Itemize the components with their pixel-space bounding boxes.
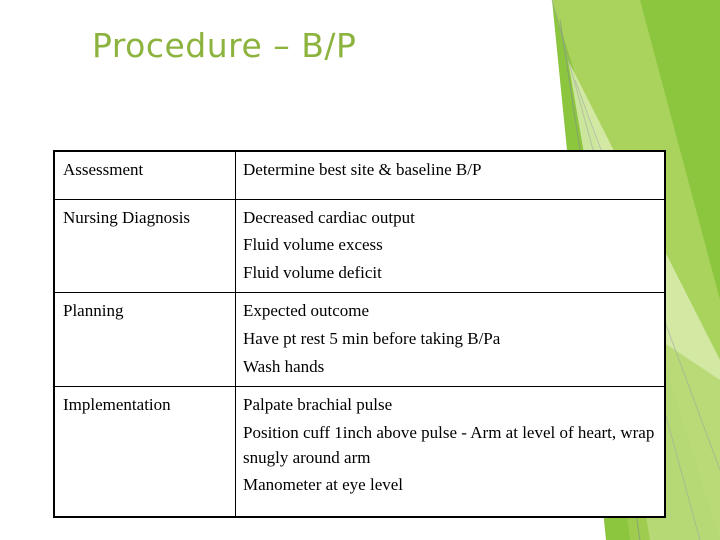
content-line: Fluid volume excess — [243, 235, 383, 255]
content-line: Position cuff 1inch above pulse - Arm at level of heart, wrap snugly around arm — [243, 422, 655, 467]
content-line: Palpate brachial pulse — [243, 395, 393, 415]
row-label: Implementation — [54, 387, 236, 517]
row-content — [236, 199, 666, 293]
content-line: Manometer at eye level — [243, 475, 404, 495]
row-label: Nursing Diagnosis — [54, 199, 236, 293]
content-line: Decreased cardiac output — [243, 207, 415, 227]
table-row — [54, 293, 665, 387]
table-row — [54, 387, 665, 517]
row-content — [236, 387, 666, 517]
content-line: Wash hands — [243, 356, 325, 376]
content-line: Fluid volume deficit — [243, 262, 382, 282]
procedure-table — [53, 150, 666, 518]
content-line: Have pt rest 5 min before taking B/Pa — [243, 329, 501, 349]
table-row — [54, 151, 665, 199]
row-label: Planning — [54, 293, 236, 387]
content-line: Determine best site & baseline B/P — [243, 160, 482, 179]
slide-title: Procedure – B/P — [92, 26, 357, 65]
table-row — [54, 199, 665, 293]
row-content — [236, 151, 666, 199]
row-content — [236, 293, 666, 387]
row-label: Assessment — [54, 151, 236, 199]
content-line: Expected outcome — [243, 301, 370, 321]
